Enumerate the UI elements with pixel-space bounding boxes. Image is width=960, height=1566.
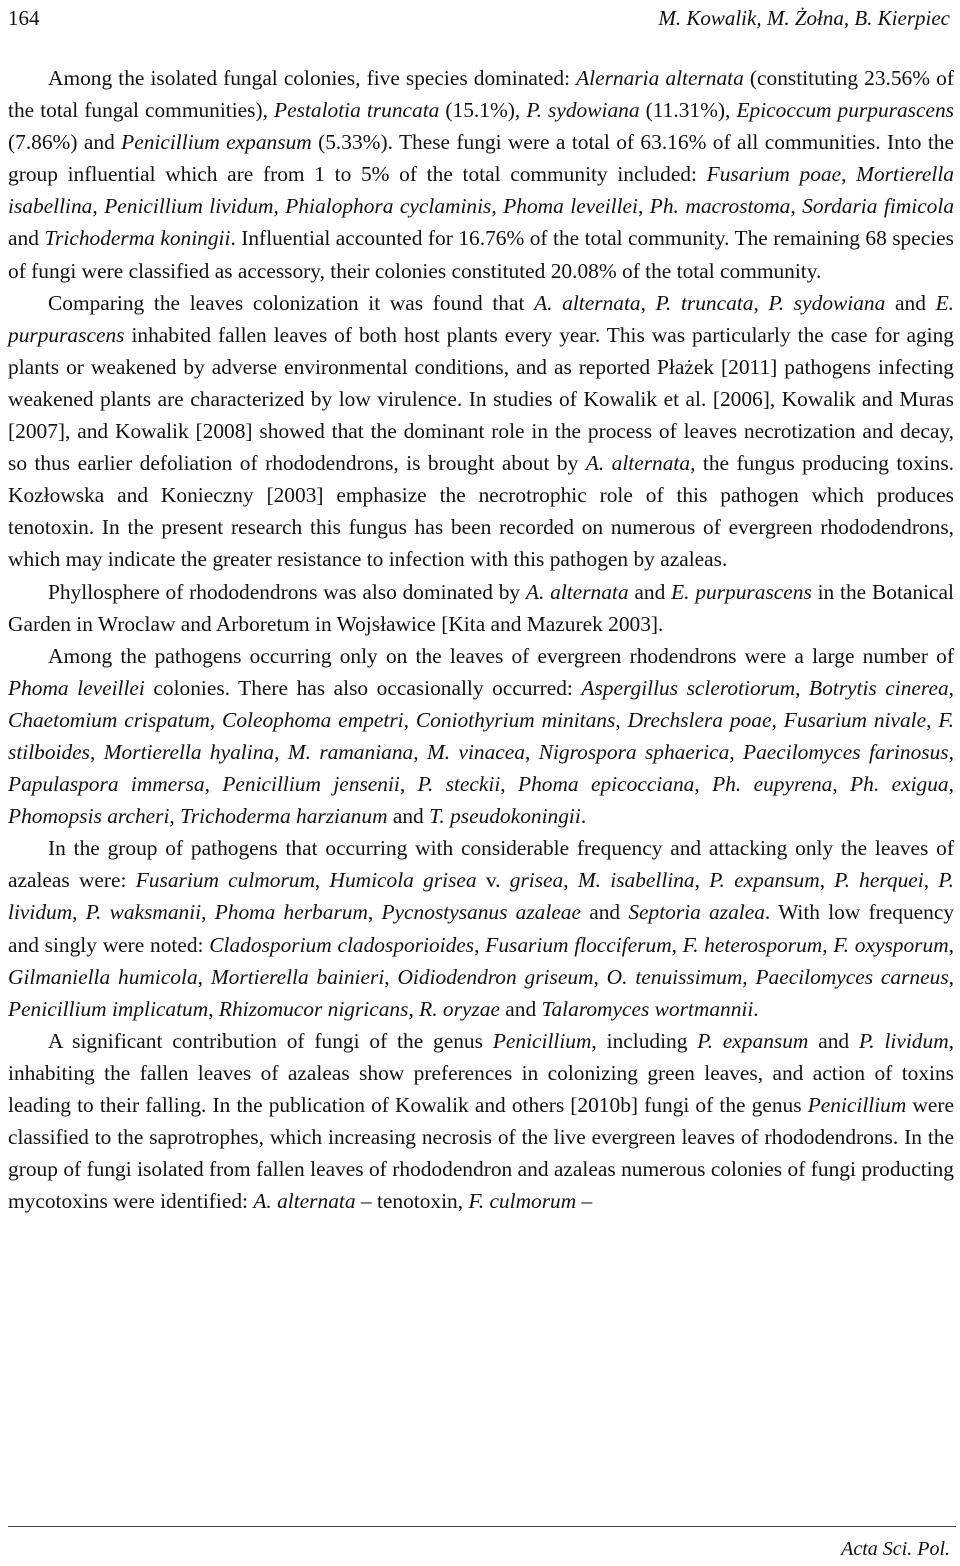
species-name: F. stilboides xyxy=(8,707,955,764)
text-run: , xyxy=(771,707,784,732)
text-run: , xyxy=(640,290,656,315)
species-name: Epicoccum purpurascens xyxy=(736,98,955,123)
text-run: , xyxy=(314,868,330,893)
text-run: , xyxy=(819,868,835,893)
text-run: , xyxy=(204,772,223,797)
text-run: v. xyxy=(476,868,510,893)
species-name: Trichoderma koningii xyxy=(44,226,231,251)
text-run: , xyxy=(694,868,710,893)
species-name: Coleophoma empetri xyxy=(222,707,404,732)
text-run: , xyxy=(208,996,219,1021)
species-name: Botrytis cinerea xyxy=(809,675,949,700)
text-run: – xyxy=(576,1189,593,1214)
text-run: . With low frequency and singly were noted: xyxy=(8,900,955,957)
species-name: Phoma leveillei xyxy=(8,675,145,700)
species-name: Phoma leveillei xyxy=(503,194,638,219)
text-run: . xyxy=(580,804,587,829)
paragraph xyxy=(8,576,954,640)
text-run: and xyxy=(8,226,45,251)
species-name: Mortierella hyalina xyxy=(103,739,275,764)
body-text xyxy=(8,62,954,1217)
species-name: R. oryzae xyxy=(419,996,500,1021)
text-run: , xyxy=(822,932,834,957)
species-name: Rhizomucor nigricans xyxy=(218,996,409,1021)
species-name: Phomopsis archeri xyxy=(8,804,170,829)
text-run: and xyxy=(628,579,672,604)
species-name: Papulaspora immersa xyxy=(8,772,205,797)
species-name: Penicillium lividum xyxy=(104,194,274,219)
species-name: O. tenuissimum xyxy=(606,964,743,989)
species-name: Sordaria fimicola xyxy=(802,194,955,219)
species-name: P. lividum xyxy=(8,868,954,925)
text-run: (15.1%), xyxy=(439,98,527,123)
text-run: . xyxy=(753,996,759,1021)
species-name: Fusarium poae xyxy=(706,162,842,187)
text-run: (constituting 23.56% of the total fungal communities), xyxy=(8,66,954,123)
text-run: , xyxy=(948,932,955,957)
species-name: Pestalotia truncata xyxy=(274,98,440,123)
species-name: P. lividum xyxy=(858,1028,949,1053)
species-name: P. herquei xyxy=(834,868,924,893)
species-name: Penicillium xyxy=(492,1028,592,1053)
species-name: Ph. eupyrena xyxy=(712,772,833,797)
species-name: Mortierella isabellina xyxy=(8,162,954,219)
species-name: M. ramaniana xyxy=(287,739,414,764)
text-run: Among the pathogens occurring only on the leaves of evergreen rhodendrons were a large number of xyxy=(48,643,954,668)
page-header xyxy=(8,6,950,34)
species-name: Coniothyrium minitans xyxy=(415,707,616,732)
text-run: , xyxy=(593,964,607,989)
text-run: , xyxy=(399,772,418,797)
species-name: Ph. exigua xyxy=(850,772,949,797)
text-run: , xyxy=(403,707,416,732)
species-name: Pycnostysanus azaleae xyxy=(381,900,582,925)
text-run: , xyxy=(367,900,382,925)
text-run: Phyllosphere of rhododendrons was also dominated by xyxy=(48,579,526,604)
text-run: (7.86%) and xyxy=(8,130,122,155)
text-run: , xyxy=(563,868,578,893)
species-name: P. truncata xyxy=(655,290,754,315)
paragraph xyxy=(8,832,954,1025)
text-run: , xyxy=(197,964,211,989)
text-run: and xyxy=(885,290,936,315)
species-name: Fusarium culmorum xyxy=(135,868,315,893)
species-name: E. purpurascens xyxy=(8,290,954,347)
paragraph xyxy=(8,62,954,287)
journal-name: Acta Sci. Pol. xyxy=(841,1538,950,1560)
species-name: Paecilomyces carneus xyxy=(755,964,949,989)
text-run: colonies. There has also occasionally occurred: xyxy=(144,675,582,700)
species-name: Penicillium jensenii xyxy=(222,772,400,797)
paragraph xyxy=(8,1025,954,1218)
running-head-authors: M. Kowalik, M. Żołna, B. Kierpiec xyxy=(658,6,950,30)
species-name: A. alternata xyxy=(253,1189,356,1214)
text-run: , xyxy=(671,932,683,957)
species-name: Penicillium implicatum xyxy=(8,996,209,1021)
text-run: A significant contribution of fungi of the genus xyxy=(48,1028,493,1053)
text-run: , xyxy=(408,996,420,1021)
text-run: , xyxy=(201,900,215,925)
species-name: Talaromyces wortmannii xyxy=(541,996,754,1021)
species-name: Phialophora cyclaminis xyxy=(285,194,492,219)
footer-rule xyxy=(8,1526,956,1527)
text-run: were classified to the saprotrophes, which increasing necrosis of the live evergreen leaves of rhododendrons. In the group of fungi isolated from fallen leaves of rhododendron and azaleas numerous colonies of fungi producting mycotoxins were identified: xyxy=(8,1093,954,1214)
species-name: Drechslera poae xyxy=(627,707,772,732)
text-run: , xyxy=(92,194,105,219)
text-run: , xyxy=(90,739,104,764)
text-run: , xyxy=(525,739,539,764)
paragraph xyxy=(8,287,954,576)
text-run: , xyxy=(273,194,286,219)
text-run: (11.31%), xyxy=(639,98,737,123)
text-run: , xyxy=(474,932,486,957)
text-run: , xyxy=(948,739,954,764)
text-run: , xyxy=(948,675,954,700)
species-name: Ph. macrostoma xyxy=(649,194,791,219)
paragraph xyxy=(8,640,954,833)
species-name: T. pseudokoningii xyxy=(429,804,581,829)
species-name: M. isabellina xyxy=(577,868,695,893)
text-run: and xyxy=(581,900,629,925)
species-name: Phoma epicocciana xyxy=(518,772,695,797)
species-name: Paecilomyces farinosus xyxy=(743,739,949,764)
page-number: 164 xyxy=(8,6,40,30)
species-name: Septoria azalea xyxy=(628,900,765,925)
text-run: , xyxy=(790,194,803,219)
species-name: Gilmaniella humicola xyxy=(8,964,198,989)
species-name: F. oxysporum xyxy=(833,932,949,957)
text-run: In the group of pathogens that occurring with considerable frequency and attacking only the leaves of azaleas were: xyxy=(8,836,954,893)
text-run: and xyxy=(387,804,430,829)
text-run: (5.33%). These fungi were a total of 63.16% of all communities. Into the group influential which are from 1 to 5% of the total community included: xyxy=(8,130,954,187)
species-name: Humicola grisea xyxy=(329,868,477,893)
text-run: , xyxy=(694,772,713,797)
species-name: P. waksmanii xyxy=(85,900,202,925)
species-name: Penicillium xyxy=(807,1093,907,1117)
text-run: , xyxy=(948,772,954,797)
species-name: Phoma herbarum xyxy=(214,900,368,925)
species-name: A. alternata xyxy=(585,451,691,476)
text-run: in the Botanical Garden in Wroclaw and Arboretum in Wojsławice [Kita and Mazurek 2003]. xyxy=(8,579,954,636)
text-run: Among the isolated fungal colonies, five species dominated: xyxy=(48,66,577,90)
text-run: and xyxy=(808,1028,859,1053)
text-run: , xyxy=(926,707,939,732)
text-run: – tenotoxin, xyxy=(355,1189,469,1214)
species-name: P. sydowiana xyxy=(526,98,640,123)
species-name: A. alternata xyxy=(525,579,629,604)
text-run: , xyxy=(637,194,650,219)
text-run: , xyxy=(413,739,427,764)
text-run: , xyxy=(615,707,628,732)
text-run: . Influential accounted for 16.76% of the total community. The remaining 68 species of fungi were classified as accessory, their colonies constituted 20.08% of the total community. xyxy=(8,226,955,283)
text-run: , inhabiting the fallen leaves of azaleas show preferences in colonizing green leaves, and action of toxins leading to their falling. In the publication of Kowalik and others [2010b] fungi of the genus xyxy=(8,1028,955,1117)
species-name: Oidiodendron griseum xyxy=(397,964,594,989)
species-name: P. expansum xyxy=(697,1028,809,1053)
text-run: , including xyxy=(591,1028,698,1053)
species-name: M. vinacea xyxy=(426,739,525,764)
species-name: E. purpurascens xyxy=(671,579,812,604)
species-name: P. steckii xyxy=(417,772,501,797)
text-run: , the fungus producing toxins. Kozłowska and Konieczny [2003] emphasize the necrotrophic role of this pathogen which produces tenotoxin. In the present research this fungus has been recorded on numerous of evergreen rhododendrons, which may indicate the greater resistance to infection with this pathogen by azaleas. xyxy=(8,451,954,572)
species-name: P. expansum xyxy=(709,868,820,893)
text-run: , xyxy=(729,739,744,764)
species-name: Nigrospora sphaerica xyxy=(538,739,730,764)
species-name: grisea xyxy=(509,868,564,893)
text-run: Comparing the leaves colonization it was found that xyxy=(48,290,535,315)
text-run: , xyxy=(274,739,288,764)
species-name: Mortierella bainieri xyxy=(210,964,385,989)
text-run: , xyxy=(841,162,857,187)
text-run: , xyxy=(209,707,223,732)
text-run: , xyxy=(753,290,769,315)
text-run: , xyxy=(742,964,756,989)
text-run: , xyxy=(491,194,504,219)
species-name: Trichoderma harzianum xyxy=(180,804,388,829)
species-name: Chaetomium crispatum xyxy=(8,707,210,732)
species-name: F. heterosporum xyxy=(682,932,823,957)
text-run: , xyxy=(72,900,86,925)
species-name: Penicillium expansum xyxy=(121,130,312,155)
species-name: P. sydowiana xyxy=(768,290,886,315)
species-name: Cladosporium cladosporioides xyxy=(209,932,475,957)
text-run: and xyxy=(499,996,542,1021)
text-run: , xyxy=(923,868,939,893)
species-name: Fusarium flocciferum xyxy=(485,932,672,957)
species-name: F. culmorum xyxy=(468,1189,577,1214)
text-run: , xyxy=(384,964,398,989)
text-run: , xyxy=(500,772,519,797)
text-run: , xyxy=(795,675,810,700)
text-run: inhabited fallen leaves of both host plants every year. This was particularly the case for aging plants or weakened by adverse environmental conditions, and as reported Płażek [2011] pathogens infecting weakened plants are characterized by low virulence. In studies of Kowalik et al. [2006], Kowalik and Muras [2007], and Kowalik [2008] showed that the dominant role in the process of leaves necrotization and decay, so thus earlier defoliation of rhododendrons, is brought about by xyxy=(8,322,954,476)
species-name: A. alternata xyxy=(534,290,641,315)
species-name: Alernaria alternata xyxy=(576,66,744,90)
text-run: , xyxy=(832,772,851,797)
species-name: Fusarium nivale xyxy=(783,707,927,732)
text-run: , xyxy=(948,964,954,989)
species-name: Aspergillus sclerotiorum xyxy=(581,675,796,700)
text-run: , xyxy=(169,804,181,829)
